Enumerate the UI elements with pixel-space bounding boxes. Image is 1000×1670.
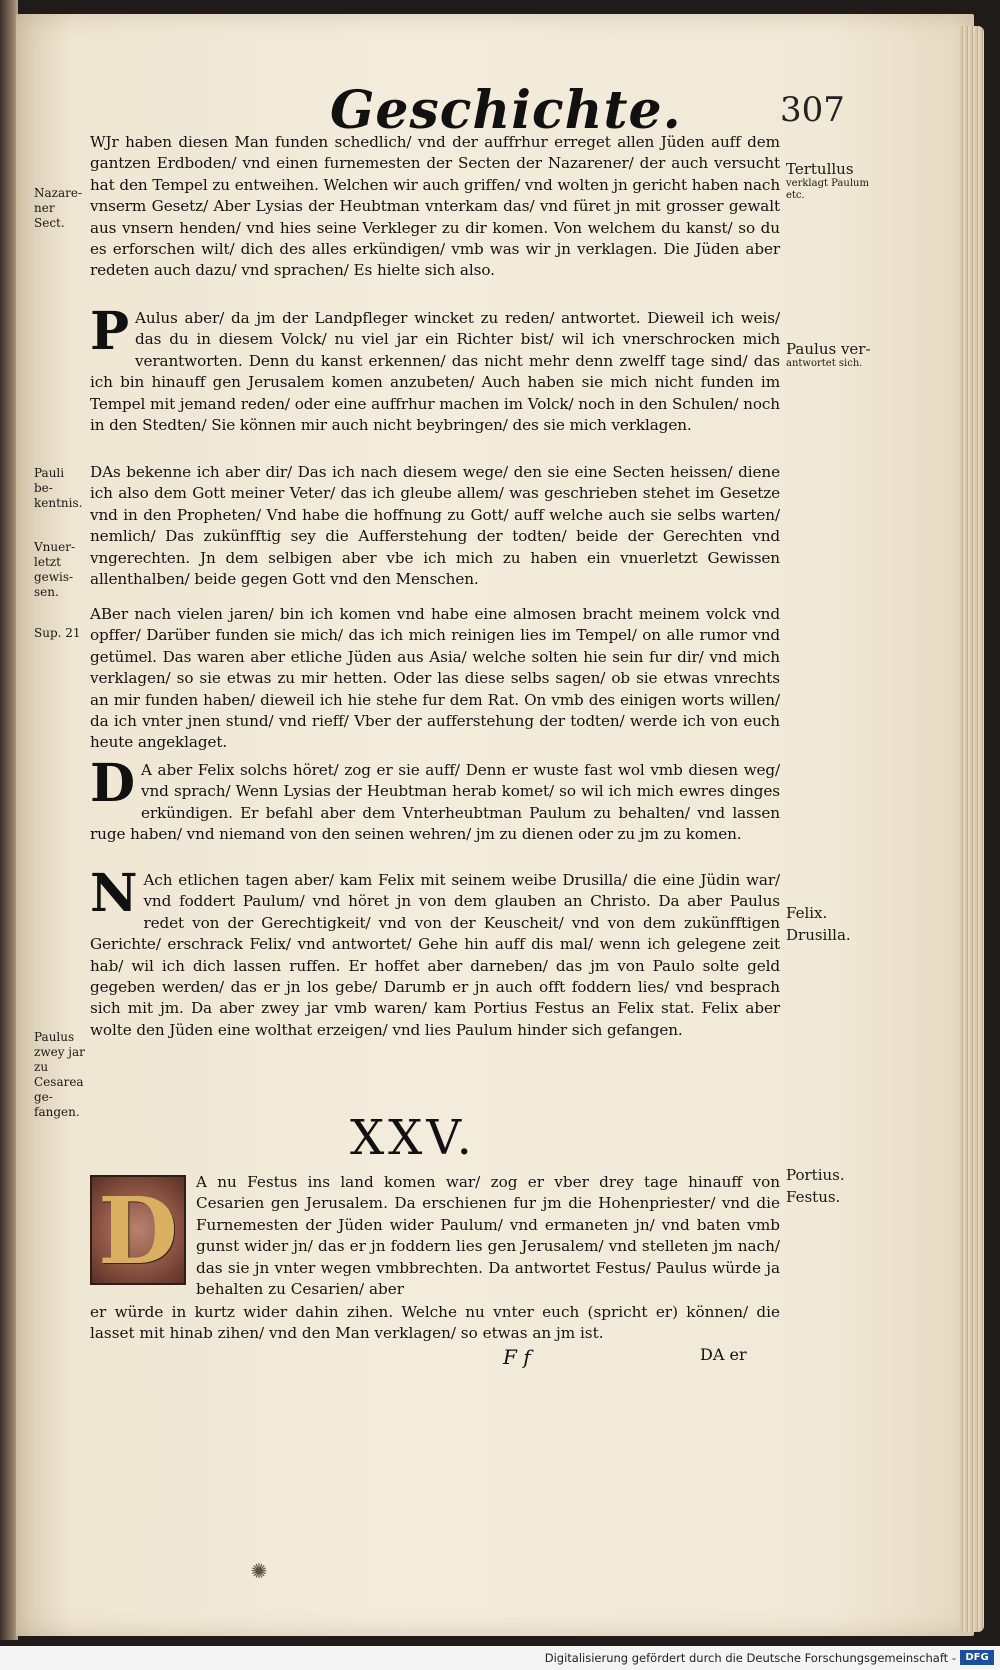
- footer-credit: Digitalisierung gefördert durch die Deutsche Forschungsgemeinschaft -: [544, 1651, 956, 1665]
- margin-note-right: Portius.: [786, 1166, 845, 1184]
- paragraph-felix: [90, 753, 780, 846]
- paragraph-tertullus: [90, 132, 780, 282]
- margin-note-right: [786, 340, 886, 370]
- chapter-paragraph-cont: er würde in kurtz wider dahin zihen. Welche nu vnter euch (spricht er) können/ die lasset mit hinab zihen/ vnd den Man verklagen/ so etwas an jm ist.: [90, 1303, 780, 1343]
- margin-note-right: [786, 160, 886, 202]
- paragraph-3: DAs bekenne ich aber dir/ Das ich nach diesem wege/ den sie eine Secten heissen/ diene ich also dem Gott meiner Veter/ das ich gleube allem/ was geschrieben stehet im Gesetze vnd in den Propheten/ Vnd habe die hoffnung zu Gott/ auff welche auch sie selbs warten/ nemlich/ Das zukünfftig sey die Aufferstehung der todten/ beide der Gerechten vnd vngerechten. Jn dem selbigen aber vbe ich mich zu haben ein vnuerletzt Gewissen allenthalben/ beide gegen Gott vnd den Menschen.: [90, 463, 780, 589]
- initial-n: N: [90, 863, 138, 924]
- page-edges: [960, 26, 984, 1632]
- paragraph-6: Ach etlichen tagen aber/ kam Felix mit seinem weibe Drusilla/ die eine Jüdin war/ vnd foddert Paulum/ vnd höret jn von dem glauben an Christo. Da aber Paulus redet von der Gerechtigkeit/ vnd von der Keuscheit/ vnd von dem zukünfftigen Gerichte/ erschrack Felix/ vnd antwortet/ Gehe hin auff dis mal/ wenn ich gelegene zeit hab/ wil ich dich lassen ruffen. Er hoffet aber darneben/ das jm von Paulo solte geld gegeben werden/ das er jn los gebe/ Darumb er jn auch offt foddern lies/ vnd besprach sich mit jm. Da aber zwey jar vmb waren/ kam Portius Festus an Felix stat. Felix aber wolte den Jüden eine wolthat erzeigen/ vnd lies Paulum hinder sich gefangen.: [90, 871, 780, 1039]
- margin-note-sub: antwortet sich.: [786, 358, 863, 369]
- paragraph-drusilla: [90, 863, 780, 1041]
- paragraph-2: Aulus aber/ da jm der Landpfleger wincket zu reden/ antwortet. Dieweil ich weis/ das du in diesem Volck/ nu viel jar ein Richter bist/ wil ich vnerschrocken mich verantworten. Denn du kanst erkennen/ das nicht mehr denn zwelff tage sind/ das ich bin hinauff gen Jerusalem komen anzubeten/ Auch haben sie mich nicht funden im Tempel mit jemand reden/ oder eine auffrhur machen im Volck/ noch in den Schulen/ noch in den Stedten/ Sie können mir auch nicht beybringen/ des sie mich verklagen.: [90, 309, 780, 435]
- paragraph-alms: [90, 604, 780, 754]
- margin-note-title: Paulus ver-: [786, 340, 871, 358]
- chapter-heading: XXV.: [350, 1110, 476, 1166]
- stain-ornament: ✺: [250, 1559, 268, 1583]
- paragraph-paulus-defense: [90, 301, 780, 436]
- footer-bar: [0, 1646, 1000, 1670]
- paragraph-confession: [90, 462, 780, 590]
- margin-note-right: Festus.: [786, 1188, 841, 1206]
- margin-note-sub: verklagt Paulum etc.: [786, 178, 869, 201]
- paragraph-1: WJr haben diesen Man funden schedlich/ vnd der auffrhur erreget allen Jüden auff dem gantzen Erdboden/ vnd einen furnemesten der Secten der Nazarener/ der auch versucht hat den Tempel zu entweihen. Welchen wir auch griffen/ vnd wolten jn gericht haben nach vnserm Gesetz/ Aber Lysias der Heubtman vnterkam das/ vnd füret jn mit grosser gewalt aus vnsern henden/ vnd hies seine Verkleger zu dir komen. Von welchem du kanst/ so du es erforschen wilt/ dich des alles erkündigen/ vmb was wir jn verklagen. Die Jüden aber redeten auch dazu/ vnd sprachen/ Es hielte sich also.: [90, 133, 780, 280]
- margin-note-right: Drusilla.: [786, 926, 851, 944]
- margin-note-left: Nazare- ner Sect.: [34, 186, 83, 230]
- page-number: 307: [780, 90, 845, 130]
- margin-note-right: Felix.: [786, 904, 828, 922]
- chapter-paragraph: A nu Festus ins land komen war/ zog er vber drey tage hinauff von Cesarien gen Jerusalem. Da erschienen fur jm die Hohenpriester/ vnd die Furnemesten der Jüden wider Paulum/ vnd ermaneten jn/ vnd baten vmb gunst wider jn/ das er jn foddern lies gen Jerusalem/ vnd stelleten jm nach/ das sie jn vnter wegen vmbbrechten. Da antwortet Festus/ Paulus würde ja behalten zu Cesarien/ aber: [196, 1173, 780, 1299]
- dfg-logo: DFG: [960, 1650, 994, 1665]
- paragraph-4: ABer nach vielen jaren/ bin ich komen vnd habe eine almosen bracht meinem volck vnd opffer/ Darüber funden sie mich/ das ich mich reinigen lies im Tempel/ on alle rumor vnd getümel. Das waren aber etliche Jüden aus Asia/ welche solten hie sein fur dir/ vnd mich verklagen/ so sie etwas zu mir hetten. Oder las diese selbs sagen/ ob sie etwas vnrechts an mir funden haben/ dieweil ich hie stehe fur dem Rat. On vmb des einigen worts willen/ da ich vnter jnen stund/ vnd rieff/ Vber der aufferstehung der todten/ werde ich von euch heute angeklaget.: [90, 605, 780, 752]
- initial-d: D: [90, 753, 135, 814]
- paragraph-5: A aber Felix solchs höret/ zog er sie auff/ Denn er wuste fast wol vmb diesen weg/ vnd sprach/ Wenn Lysias der Heubtman herab komet/ so wil ich mich ewres dinges erkündigen. Er befahl aber dem Vnterheubtman Paulum zu behalten/ vnd lassen ruge haben/ vnd niemand von den seinen wehren/ jm zu dienen oder zu jm zu komen.: [90, 761, 780, 844]
- margin-note-left: Sup. 21: [34, 626, 81, 640]
- initial-p: P: [90, 301, 130, 362]
- margin-note-left: Paulus zwey jar zu Cesarea ge- fangen.: [34, 1030, 85, 1119]
- signature-mark: F f: [503, 1345, 531, 1369]
- running-head: Geschichte.: [330, 80, 682, 141]
- margin-note-left: Vnuer- letzt gewis- sen.: [34, 540, 76, 599]
- catchword: DA er: [700, 1345, 747, 1364]
- margin-note-title: Tertullus: [786, 160, 854, 178]
- margin-note-left: Pauli be- kentnis.: [34, 466, 83, 510]
- decorated-initial-letter: D: [98, 1177, 178, 1285]
- decorated-initial: [90, 1175, 186, 1285]
